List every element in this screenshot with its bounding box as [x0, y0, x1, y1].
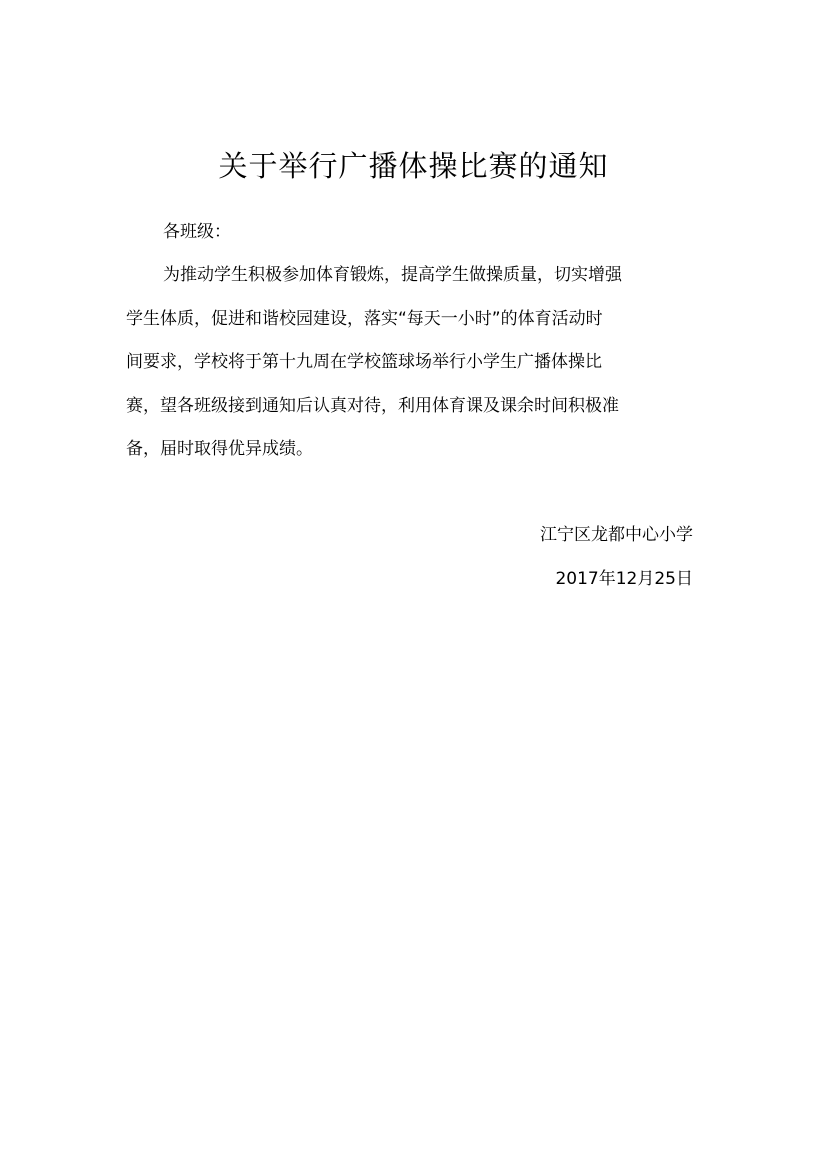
signer: 江宁区龙都中心小学 — [540, 525, 693, 545]
salutation: 各班级： — [163, 222, 231, 242]
body-line-4: 赛，望各班级接到通知后认真对待，利用体育课及课余时间积极准 — [126, 396, 619, 416]
body-line-2: 学生体质，促进和谐校园建设，落实“每天一小时”的体育活动时 — [126, 309, 603, 329]
body-line-1: 为推动学生积极参加体育锻炼，提高学生做操质量，切实增强 — [163, 265, 622, 285]
body-line-3: 间要求，学校将于第十九周在学校篮球场举行小学生广播体操比 — [126, 352, 602, 372]
notice-title: 关于举行广播体操比赛的通知 — [218, 149, 609, 183]
issue-date: 2017年12月25日 — [555, 569, 693, 589]
body-line-5: 备，届时取得优异成绩。 — [126, 439, 313, 459]
